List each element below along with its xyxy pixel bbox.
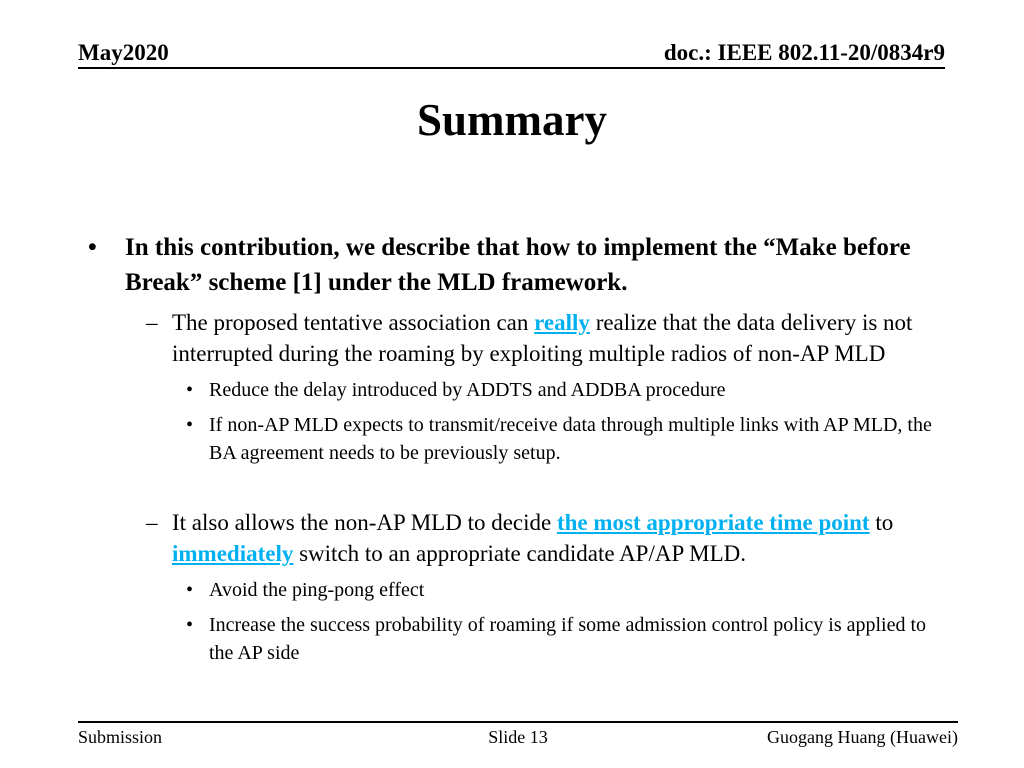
text-run: realize that the data delivery is not interrupted during the roaming by exploiting multiple radios of non-AP MLD <box>172 310 913 366</box>
sub-bullet-text <box>172 307 945 369</box>
sub-sub-bullet-reduce-delay <box>186 376 945 404</box>
slide-title: Summary <box>417 95 607 145</box>
footer-author: Guogang Huang (Huawei) <box>767 727 958 747</box>
footer-slide-number: Slide 13 <box>488 727 548 747</box>
sub-sub-bullet-text <box>209 611 945 667</box>
footer-submission: Submission <box>78 727 163 747</box>
bullet-main-text <box>125 230 945 300</box>
sub-bullet-time-point <box>146 507 945 569</box>
header-date: May2020 <box>78 40 169 65</box>
link-really[interactable]: really <box>534 310 590 335</box>
text-run: Avoid the ping-pong effect <box>209 579 425 601</box>
bullet-icon: • <box>186 579 194 601</box>
slide-header <box>78 40 945 69</box>
link-most-appropriate-time-point[interactable]: the most appropriate time point <box>556 510 870 535</box>
text-run: to <box>869 510 894 535</box>
slide-body <box>0 230 945 667</box>
sub-sub-bullet-text <box>209 411 945 467</box>
slide-footer <box>78 721 958 748</box>
bullet-icon: • <box>186 614 194 636</box>
sub-bullet-tentative-association <box>146 307 945 369</box>
text-run: Increase the success probability of roaming if some admission control policy is applied to the AP side <box>209 614 927 664</box>
link-immediately[interactable]: immediately <box>172 541 294 566</box>
sub-sub-bullet-text <box>209 576 424 604</box>
dash-icon: – <box>146 510 158 535</box>
dash-icon: – <box>146 310 158 335</box>
sub-bullet-text <box>172 507 945 569</box>
text-run: The proposed tentative association can <box>172 310 535 335</box>
text-run: It also allows the non-AP MLD to decide <box>172 510 557 535</box>
text-run: switch to an appropriate candidate AP/AP MLD. <box>293 541 747 566</box>
bullet-main-text-run: In this contribution, we describe that how to implement the “Make before Break” scheme [1] under the MLD framework. <box>125 234 911 296</box>
text-run: Reduce the delay introduced by ADDTS and ADDBA procedure <box>209 379 726 401</box>
sub-sub-bullet-admission-control <box>186 611 945 667</box>
bullet-icon: • <box>186 379 194 401</box>
sub-sub-bullet-text <box>209 376 726 404</box>
bullet-main <box>88 230 945 300</box>
bullet-icon: • <box>186 414 194 436</box>
text-run: If non-AP MLD expects to transmit/receive data through multiple links with AP MLD, the BA agreement needs to be previously setup. <box>209 414 932 464</box>
bullet-icon: • <box>88 234 97 261</box>
sub-sub-bullet-ba-agreement <box>186 411 945 467</box>
header-doc-number: doc.: IEEE 802.11-20/0834r9 <box>663 40 945 65</box>
sub-sub-bullet-ping-pong <box>186 576 945 604</box>
